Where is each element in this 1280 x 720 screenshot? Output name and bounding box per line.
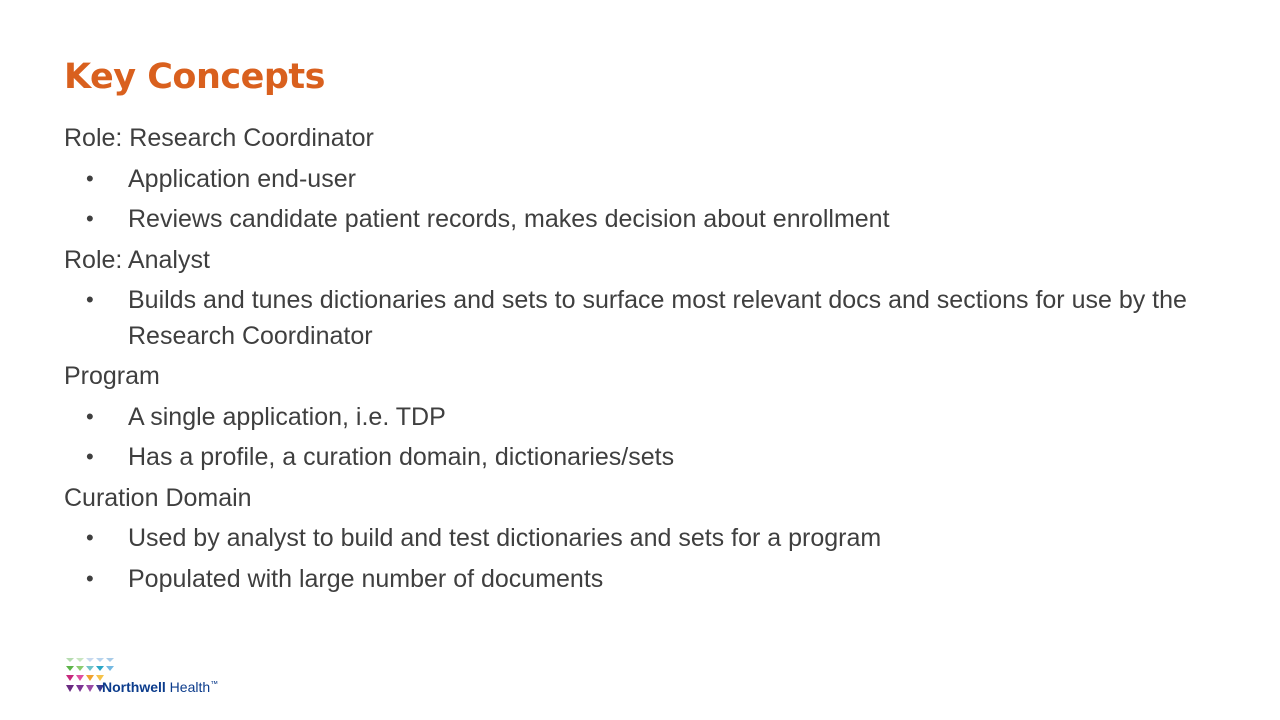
bullet-icon: • [86, 165, 94, 191]
bullet-item [64, 559, 1224, 600]
section-heading-research-coordinator: Role: Research Coordinator [64, 124, 374, 152]
bullet-icon: • [86, 206, 94, 231]
bullet-item [64, 159, 1224, 200]
bullet-text: A single application, i.e. TDP [128, 402, 446, 431]
bullet-text: Used by analyst to build and test dictionaries and sets for a program [128, 524, 882, 552]
bullet-item [64, 518, 1224, 559]
bullet-icon: • [86, 525, 94, 550]
logo-wordmark [102, 679, 218, 695]
bullet-text: Has a profile, a curation domain, dictionaries/sets [128, 443, 675, 471]
bullet-icon: • [86, 444, 94, 469]
slide-content [64, 118, 1224, 599]
bullet-text: Reviews candidate patient records, makes decision about enrollment [128, 205, 890, 233]
bullet-text: Application end-user [128, 164, 356, 193]
bullet-text: Builds and tunes dictionaries and sets to surface most relevant docs and sections for use by the Research Coordinator [128, 286, 1187, 350]
slide-title: Key Concepts [64, 57, 325, 97]
northwell-health-logo [64, 654, 218, 698]
section-heading-program: Program [64, 362, 160, 390]
logo-name-bold: Northwell [102, 679, 166, 695]
bullet-item [64, 280, 1224, 356]
logo-name-regular: Health [169, 679, 211, 695]
logo-trademark: ™ [210, 679, 219, 689]
bullet-item [64, 199, 1224, 240]
bullet-icon: • [86, 287, 94, 312]
bullet-icon: • [86, 403, 94, 429]
bullet-text: Populated with large number of documents [128, 564, 604, 593]
section-heading-analyst: Role: Analyst [64, 245, 210, 274]
bullet-item [64, 437, 1224, 478]
section-heading-curation-domain: Curation Domain [64, 483, 252, 512]
bullet-icon: • [86, 565, 94, 591]
bullet-item [64, 397, 1224, 438]
